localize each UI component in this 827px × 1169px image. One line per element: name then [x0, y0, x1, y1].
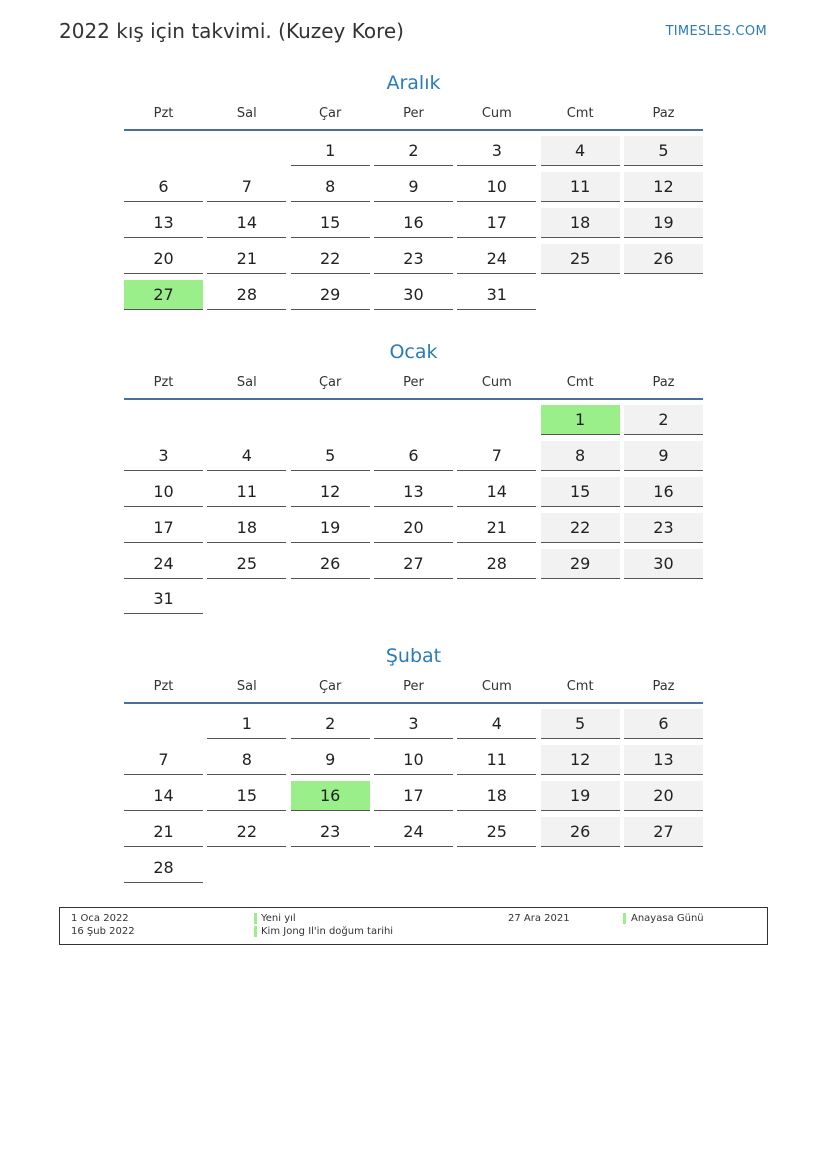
day-cell: 11: [457, 745, 536, 775]
day-cell: 31: [124, 584, 203, 614]
week-row: [124, 208, 703, 238]
day-cell: 5: [624, 136, 703, 166]
day-cell: 21: [124, 817, 203, 847]
day-cell: 14: [457, 477, 536, 507]
day-cell: 10: [457, 172, 536, 202]
holiday-color-marker: [623, 913, 626, 924]
empty-day-cell: [624, 280, 703, 309]
day-cell: 28: [124, 853, 203, 883]
week-row: [124, 172, 703, 202]
day-cell: 18: [457, 781, 536, 811]
day-cell: 22: [291, 244, 370, 274]
legend-date: 16 Şub 2022: [71, 926, 135, 937]
weekday-label: Per: [403, 375, 424, 390]
week-row: [124, 584, 703, 614]
weekday-header: [124, 105, 703, 131]
day-cell: 3: [124, 441, 203, 471]
legend-holiday-name: Kim Jong Il'in doğum tarihi: [261, 926, 394, 937]
day-cell: 11: [541, 172, 620, 202]
day-cell: 11: [207, 477, 286, 507]
day-cell: 26: [541, 817, 620, 847]
day-cell: 31: [457, 280, 536, 310]
weekday-label: Cum: [481, 106, 512, 121]
day-cell: 13: [374, 477, 453, 507]
empty-day-cell: [124, 136, 203, 165]
weekday-label: Çar: [318, 106, 342, 121]
weekday-label: Per: [403, 106, 424, 121]
weekday-label: Pzt: [153, 679, 174, 694]
day-cell: 9: [624, 441, 703, 471]
day-cell: 26: [291, 549, 370, 579]
day-cell: 23: [624, 513, 703, 543]
holiday-color-marker: [254, 926, 257, 937]
day-cell: 14: [207, 208, 286, 238]
day-cell: 14: [124, 781, 203, 811]
week-row: [124, 441, 703, 471]
day-cell: 25: [541, 244, 620, 274]
day-cell: 3: [457, 136, 536, 166]
day-cell: 15: [541, 477, 620, 507]
day-cell: 22: [541, 513, 620, 543]
week-row: [124, 781, 703, 811]
holiday-day-cell: 16: [291, 781, 370, 811]
day-cell: 21: [207, 244, 286, 274]
empty-day-cell: [541, 280, 620, 309]
day-cell: 28: [457, 549, 536, 579]
day-cell: 9: [374, 172, 453, 202]
day-cell: 2: [374, 136, 453, 166]
day-cell: 19: [541, 781, 620, 811]
empty-day-cell: [624, 584, 703, 613]
empty-day-cell: [291, 584, 370, 613]
day-cell: 8: [541, 441, 620, 471]
day-cell: 23: [291, 817, 370, 847]
day-cell: 6: [124, 172, 203, 202]
holiday-day-cell: 1: [541, 405, 620, 435]
empty-day-cell: [124, 709, 203, 738]
empty-day-cell: [374, 405, 453, 434]
day-cell: 5: [291, 441, 370, 471]
day-cell: 16: [374, 208, 453, 238]
legend-date: 27 Ara 2021: [508, 913, 570, 924]
day-cell: 3: [374, 709, 453, 739]
weekday-label: Cum: [481, 375, 512, 390]
day-cell: 5: [541, 709, 620, 739]
holiday-legend: [59, 907, 768, 945]
weekday-header: [124, 678, 703, 704]
empty-day-cell: [291, 405, 370, 434]
day-cell: 7: [207, 172, 286, 202]
week-row: [124, 709, 703, 739]
calendar-grid: [124, 405, 703, 614]
week-row: [124, 405, 703, 435]
day-cell: 13: [624, 745, 703, 775]
day-cell: 28: [207, 280, 286, 310]
day-cell: 2: [624, 405, 703, 435]
weekday-label: Çar: [318, 375, 342, 390]
legend-holiday-name: Yeni yıl: [261, 913, 296, 924]
day-cell: 8: [291, 172, 370, 202]
empty-day-cell: [541, 853, 620, 882]
legend-holiday-name: Anayasa Günü: [631, 913, 704, 924]
day-cell: 26: [624, 244, 703, 274]
weekday-label: Pzt: [153, 106, 174, 121]
day-cell: 17: [124, 513, 203, 543]
weekday-label: Paz: [652, 106, 675, 121]
day-cell: 29: [291, 280, 370, 310]
day-cell: 22: [207, 817, 286, 847]
week-row: [124, 280, 703, 310]
day-cell: 15: [207, 781, 286, 811]
day-cell: 25: [207, 549, 286, 579]
day-cell: 7: [457, 441, 536, 471]
day-cell: 19: [624, 208, 703, 238]
day-cell: 30: [374, 280, 453, 310]
empty-day-cell: [207, 584, 286, 613]
holiday-day-cell: 27: [124, 280, 203, 310]
week-row: [124, 477, 703, 507]
day-cell: 1: [291, 136, 370, 166]
day-cell: 20: [624, 781, 703, 811]
day-cell: 27: [374, 549, 453, 579]
day-cell: 24: [374, 817, 453, 847]
day-cell: 2: [291, 709, 370, 739]
day-cell: 18: [207, 513, 286, 543]
day-cell: 17: [374, 781, 453, 811]
week-row: [124, 549, 703, 579]
weekday-label: Per: [403, 679, 424, 694]
day-cell: 19: [291, 513, 370, 543]
week-row: [124, 817, 703, 847]
day-cell: 16: [624, 477, 703, 507]
site-link[interactable]: TIMESLES.COM: [665, 24, 767, 39]
month-title: Ocak: [389, 341, 438, 363]
month-title: Şubat: [385, 645, 442, 667]
day-cell: 4: [207, 441, 286, 471]
day-cell: 12: [541, 745, 620, 775]
day-cell: 4: [457, 709, 536, 739]
day-cell: 27: [624, 817, 703, 847]
day-cell: 10: [374, 745, 453, 775]
day-cell: 17: [457, 208, 536, 238]
weekday-label: Paz: [652, 679, 675, 694]
week-row: [124, 745, 703, 775]
empty-day-cell: [374, 853, 453, 882]
week-row: [124, 853, 703, 883]
page-title: 2022 kış için takvimi. (Kuzey Kore): [59, 19, 404, 43]
day-cell: 12: [624, 172, 703, 202]
day-cell: 25: [457, 817, 536, 847]
weekday-label: Sal: [236, 106, 257, 121]
calendar-grid: [124, 136, 703, 310]
holiday-color-marker: [254, 913, 257, 924]
day-cell: 20: [374, 513, 453, 543]
empty-day-cell: [457, 405, 536, 434]
day-cell: 6: [374, 441, 453, 471]
week-row: [124, 136, 703, 166]
day-cell: 13: [124, 208, 203, 238]
empty-day-cell: [457, 584, 536, 613]
day-cell: 6: [624, 709, 703, 739]
legend-date: 1 Oca 2022: [71, 913, 129, 924]
month-january: [124, 338, 703, 620]
day-cell: 21: [457, 513, 536, 543]
day-cell: 10: [124, 477, 203, 507]
empty-day-cell: [124, 405, 203, 434]
day-cell: 1: [207, 709, 286, 739]
day-cell: 29: [541, 549, 620, 579]
empty-day-cell: [457, 853, 536, 882]
day-cell: 4: [541, 136, 620, 166]
week-row: [124, 244, 703, 274]
day-cell: 7: [124, 745, 203, 775]
day-cell: 23: [374, 244, 453, 274]
weekday-label: Cmt: [566, 375, 594, 390]
weekday-header: [124, 374, 703, 400]
day-cell: 30: [624, 549, 703, 579]
weekday-label: Pzt: [153, 375, 174, 390]
weekday-label: Sal: [236, 375, 257, 390]
month-february: [124, 642, 703, 888]
calendar-grid: [124, 709, 703, 883]
weekday-label: Çar: [318, 679, 342, 694]
empty-day-cell: [291, 853, 370, 882]
month-title: Aralık: [386, 72, 441, 94]
day-cell: 20: [124, 244, 203, 274]
weekday-label: Sal: [236, 679, 257, 694]
day-cell: 15: [291, 208, 370, 238]
day-cell: 18: [541, 208, 620, 238]
day-cell: 8: [207, 745, 286, 775]
empty-day-cell: [541, 584, 620, 613]
empty-day-cell: [624, 853, 703, 882]
empty-day-cell: [207, 853, 286, 882]
weekday-label: Paz: [652, 375, 675, 390]
weekday-label: Cmt: [566, 106, 594, 121]
day-cell: 24: [457, 244, 536, 274]
empty-day-cell: [207, 405, 286, 434]
weekday-label: Cmt: [566, 679, 594, 694]
empty-day-cell: [374, 584, 453, 613]
day-cell: 9: [291, 745, 370, 775]
day-cell: 12: [291, 477, 370, 507]
day-cell: 24: [124, 549, 203, 579]
empty-day-cell: [207, 136, 286, 165]
weekday-label: Cum: [481, 679, 512, 694]
week-row: [124, 513, 703, 543]
month-december: [124, 69, 703, 315]
